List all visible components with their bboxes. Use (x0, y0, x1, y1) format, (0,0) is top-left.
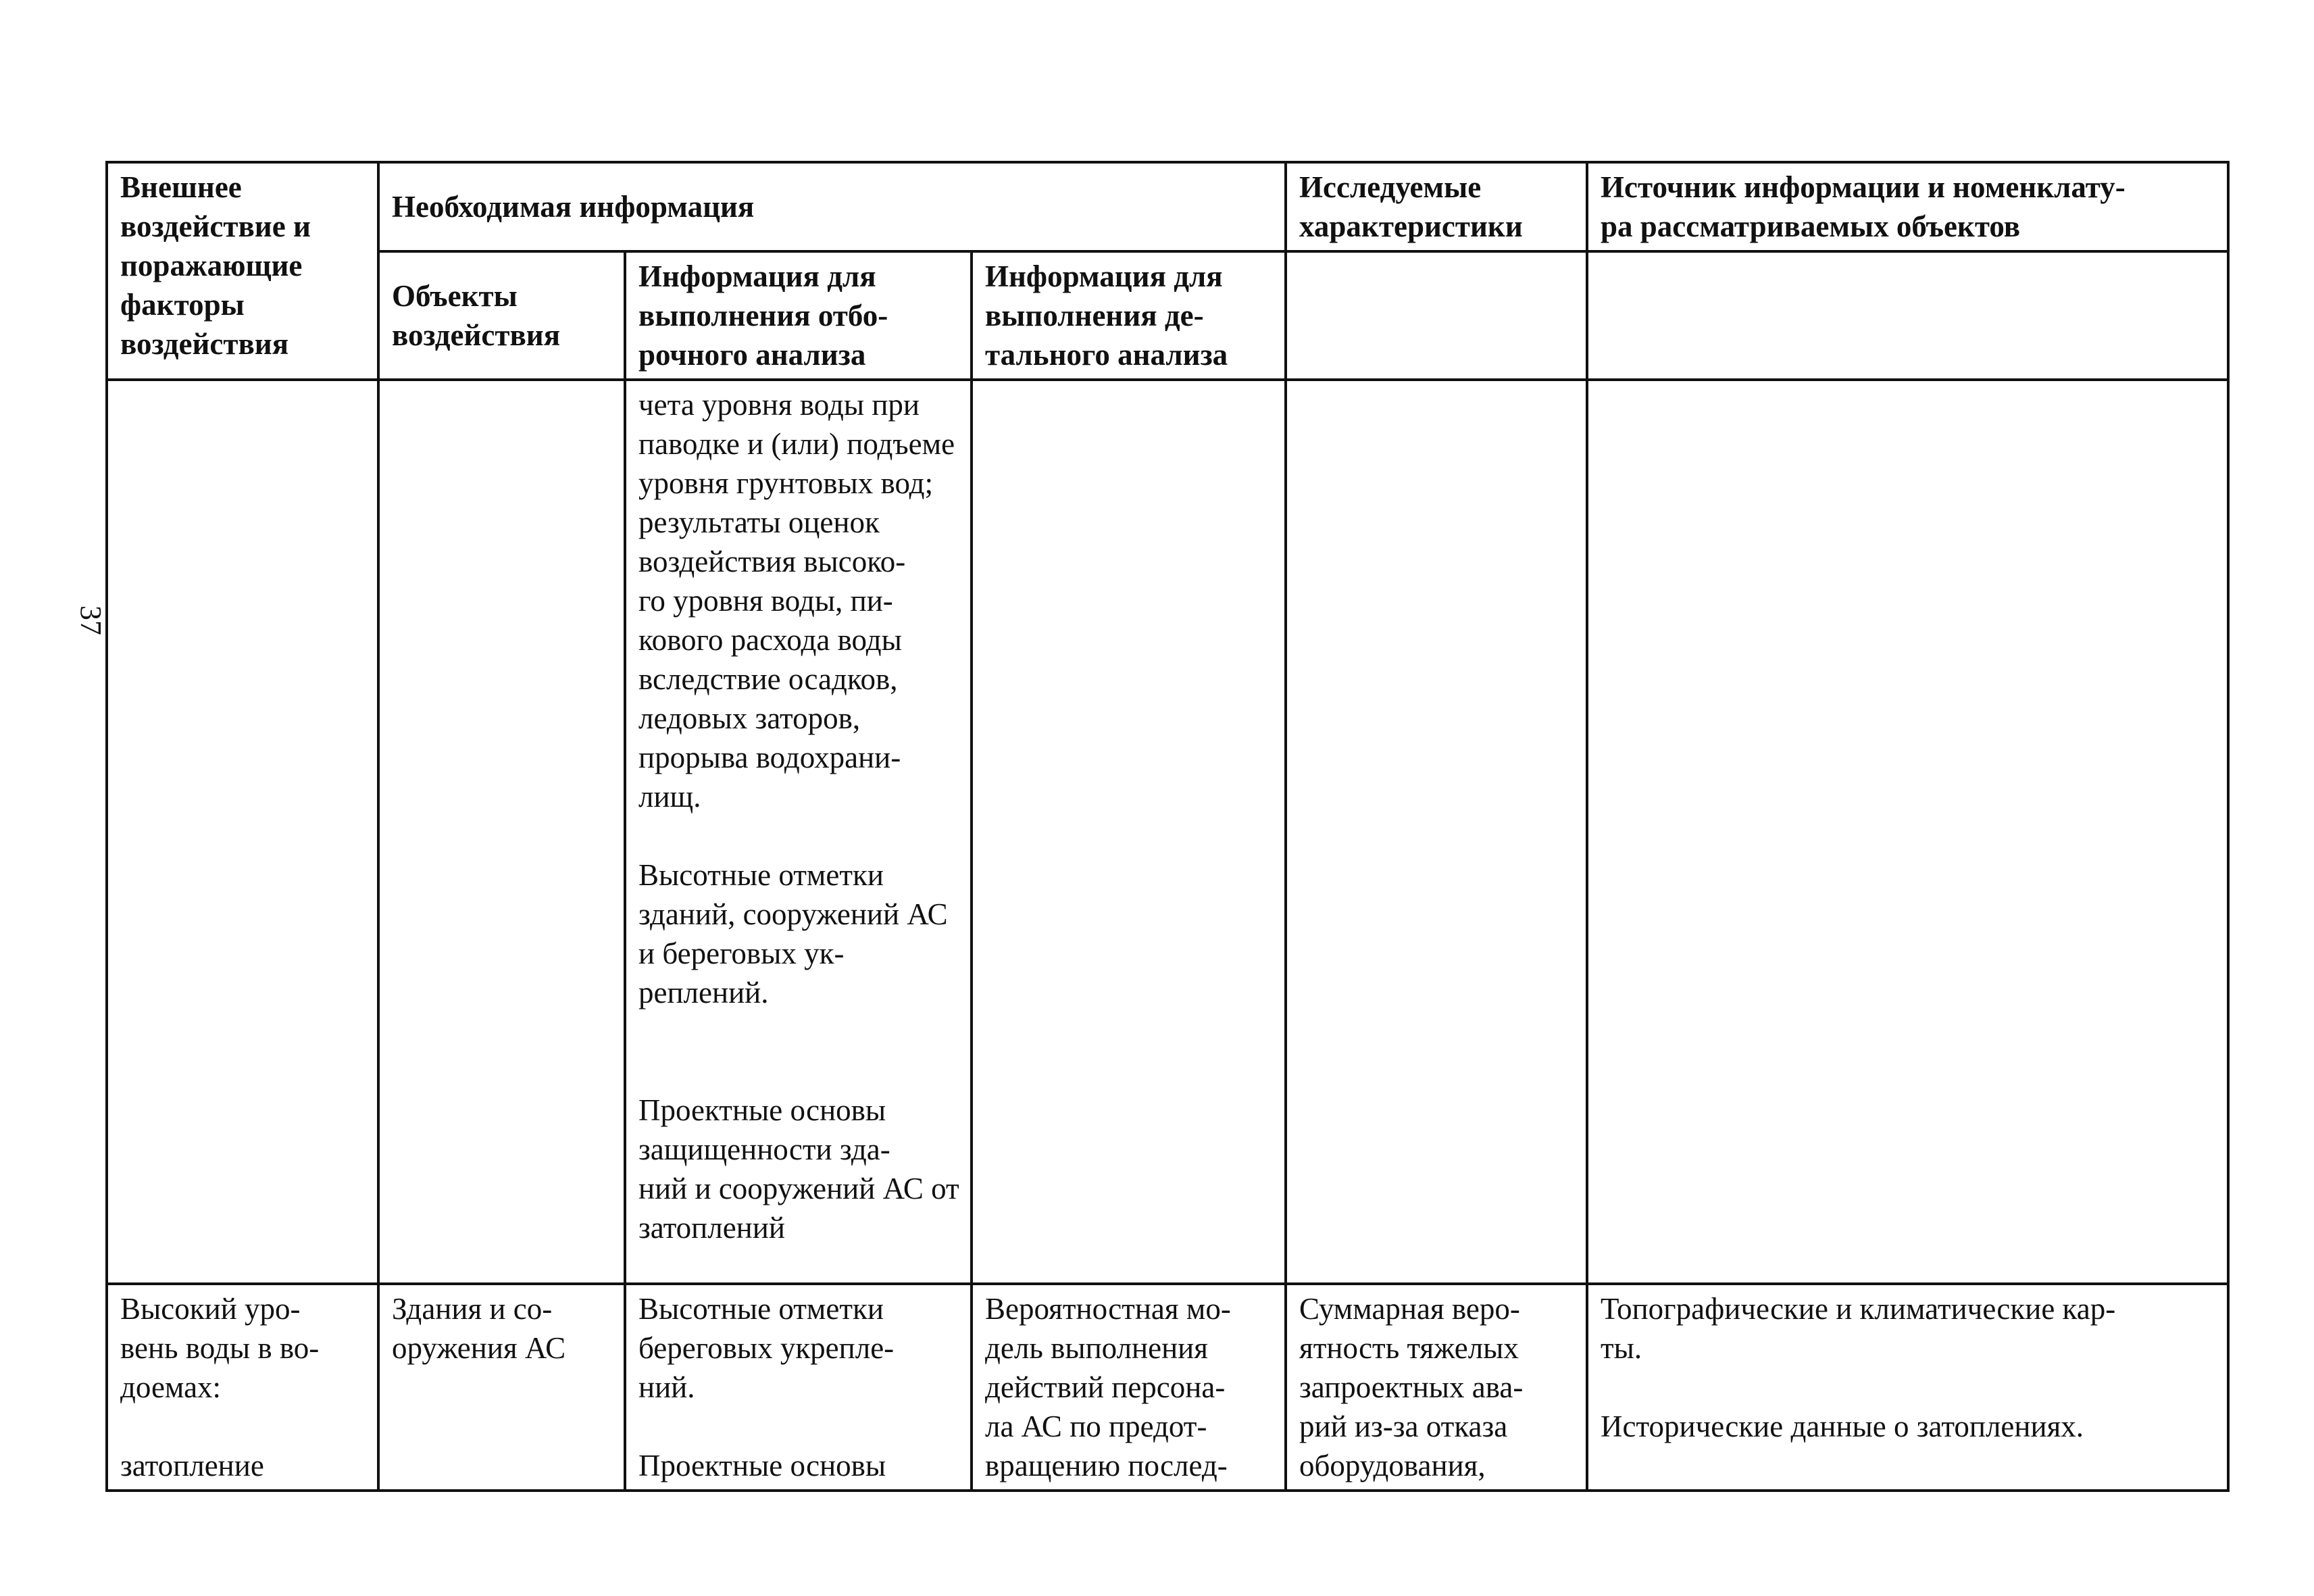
table-row (107, 1284, 2228, 1491)
header-detailed-analysis: Информация для выполнения де- тального анализа (972, 251, 1286, 380)
cell-information-source: Топографические и климатические кар- ты. Исторические данные о затоплениях. (1587, 1284, 2228, 1491)
cell-screening-info: Высотные отметки береговых укрепле- ний. Проектные основы (625, 1284, 972, 1491)
header-empty-cell (1587, 251, 2228, 380)
header-characteristics: Исследуемые характеристики (1286, 162, 1587, 251)
information-table (105, 161, 2230, 1492)
cell-empty (378, 380, 625, 1284)
header-required-information: Необходимая информация (378, 162, 1286, 251)
cell-screening-info: чета уровня воды при паводке и (или) подъеме уровня грунтовых вод; результаты оценок воздействия высоко- го уровня воды, пи- кового расхода воды вследствие осадков, ледовых заторов, прорыва водохрани- лищ. Высотные отметки зданий, сооружений АС и береговых ук- реплений. Проектные основы защищенности зда- ний и сооружений АС от затоплений (625, 380, 972, 1284)
table-row (107, 380, 2228, 1284)
page-number: 37 (74, 605, 107, 635)
header-impact-objects: Объекты воздействия (378, 251, 625, 380)
header-empty-cell (1286, 251, 1587, 380)
cell-characteristics: Суммарная веро- ятность тяжелых запроектных ава- рий из-за отказа оборудования, (1286, 1284, 1587, 1491)
header-screening-analysis: Информация для выполнения отбо- рочного анализа (625, 251, 972, 380)
cell-empty (1587, 380, 2228, 1284)
cell-empty (1286, 380, 1587, 1284)
header-external-impact: Внешнее воздействие и поражающие факторы воздействия (107, 162, 378, 380)
cell-empty (107, 380, 378, 1284)
header-row-1 (107, 162, 2228, 251)
cell-detailed-info: Вероятностная мо- дель выполнения действий персона- ла АС по предот- вращению послед- (972, 1284, 1286, 1491)
header-row-2 (107, 251, 2228, 380)
cell-impact-factor: Высокий уро- вень воды в во- доемах: затопление (107, 1284, 378, 1491)
header-information-source: Источник информации и номенклату- ра рассматриваемых объектов (1587, 162, 2228, 251)
cell-empty (972, 380, 1286, 1284)
cell-impact-objects: Здания и со- оружения АС (378, 1284, 625, 1491)
